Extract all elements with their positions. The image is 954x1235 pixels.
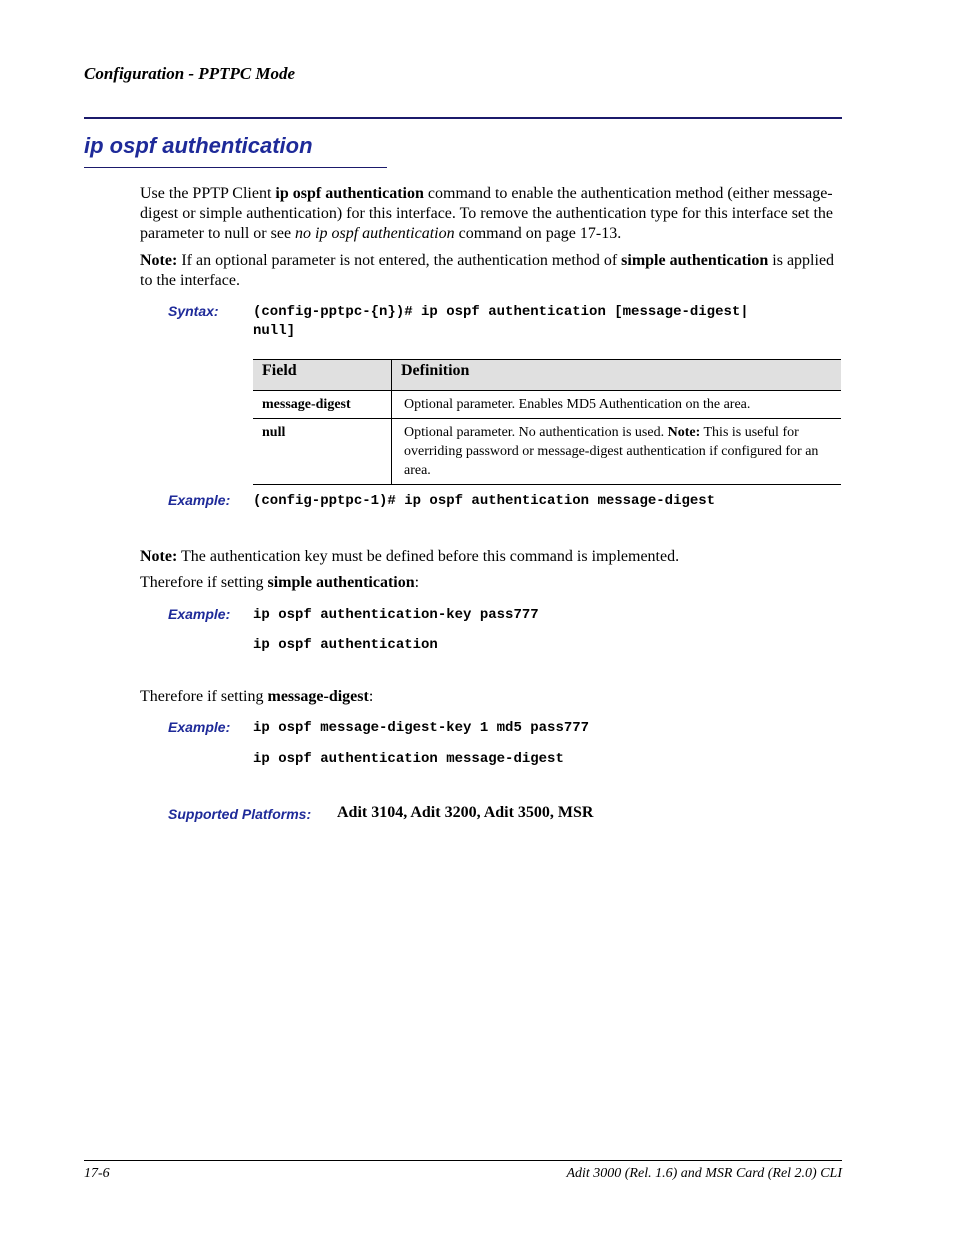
example-2-line-2: ip ospf authentication [253,637,438,653]
header-field: Field [253,360,392,391]
example-3-line-1: ip ospf message-digest-key 1 md5 pass777 [253,720,590,736]
row-definition: Optional parameter. Enables MD5 Authentication on the area. [392,391,842,419]
table-header-row [253,360,841,391]
simple-auth-paragraph: Therefore if setting simple authentication: [140,574,420,591]
syntax-line-1: (config-pptpc-{n})# ip ospf authentication [message-digest| [253,304,749,320]
header-rule [84,117,842,119]
example-3-line-2: ip ospf authentication message-digest [253,751,564,767]
note-paragraph: Note: If an optional parameter is not entered, the authentication method of simple authentication is applied to the interface. [140,252,835,289]
row-definition: Optional parameter. No authentication is used. Note: This is useful for overriding password or message-digest authentication if configured for an area. [392,419,842,485]
syntax-label: Syntax: [168,303,219,319]
digest-paragraph: Therefore if setting message-digest: [140,688,374,705]
document-title: Adit 3000 (Rel. 1.6) and MSR Card (Rel 2.0) CLI [566,1166,842,1181]
syntax-line-2: null] [253,323,296,339]
intro-paragraph: Use the PPTP Client ip ospf authentication command to enable the authentication method (either message-digest or simple authentication) for this interface. To remove the authentication type for this interface set the parameter to null or see no ip ospf authentication command on page 17-13. [140,185,834,242]
example-2-line-1: ip ospf authentication-key pass777 [253,607,539,623]
example-3-label: Example: [168,719,231,735]
footer-rule [84,1160,842,1161]
header-definition: Definition [392,360,842,391]
platforms-label: Supported Platforms: [168,806,312,822]
page-number: 17-6 [84,1166,110,1181]
note-2-paragraph: Note: The authentication key must be defined before this command is implemented. [140,548,680,565]
example-1-label: Example: [168,492,231,508]
table-row [253,419,841,485]
page-title: ip ospf authentication [84,133,313,158]
row-field: message-digest [253,391,392,419]
field-table [253,359,841,485]
field-table-wrapper [253,359,841,485]
row-field: null [253,419,392,485]
platforms-value: Adit 3104, Adit 3200, Adit 3500, MSR [337,804,594,821]
title-underline [84,167,387,168]
table-row [253,391,841,419]
example-2-label: Example: [168,606,231,622]
running-header: Configuration - PPTPC Mode [84,64,296,83]
example-1-code: (config-pptpc-1)# ip ospf authentication message-digest [253,493,716,509]
